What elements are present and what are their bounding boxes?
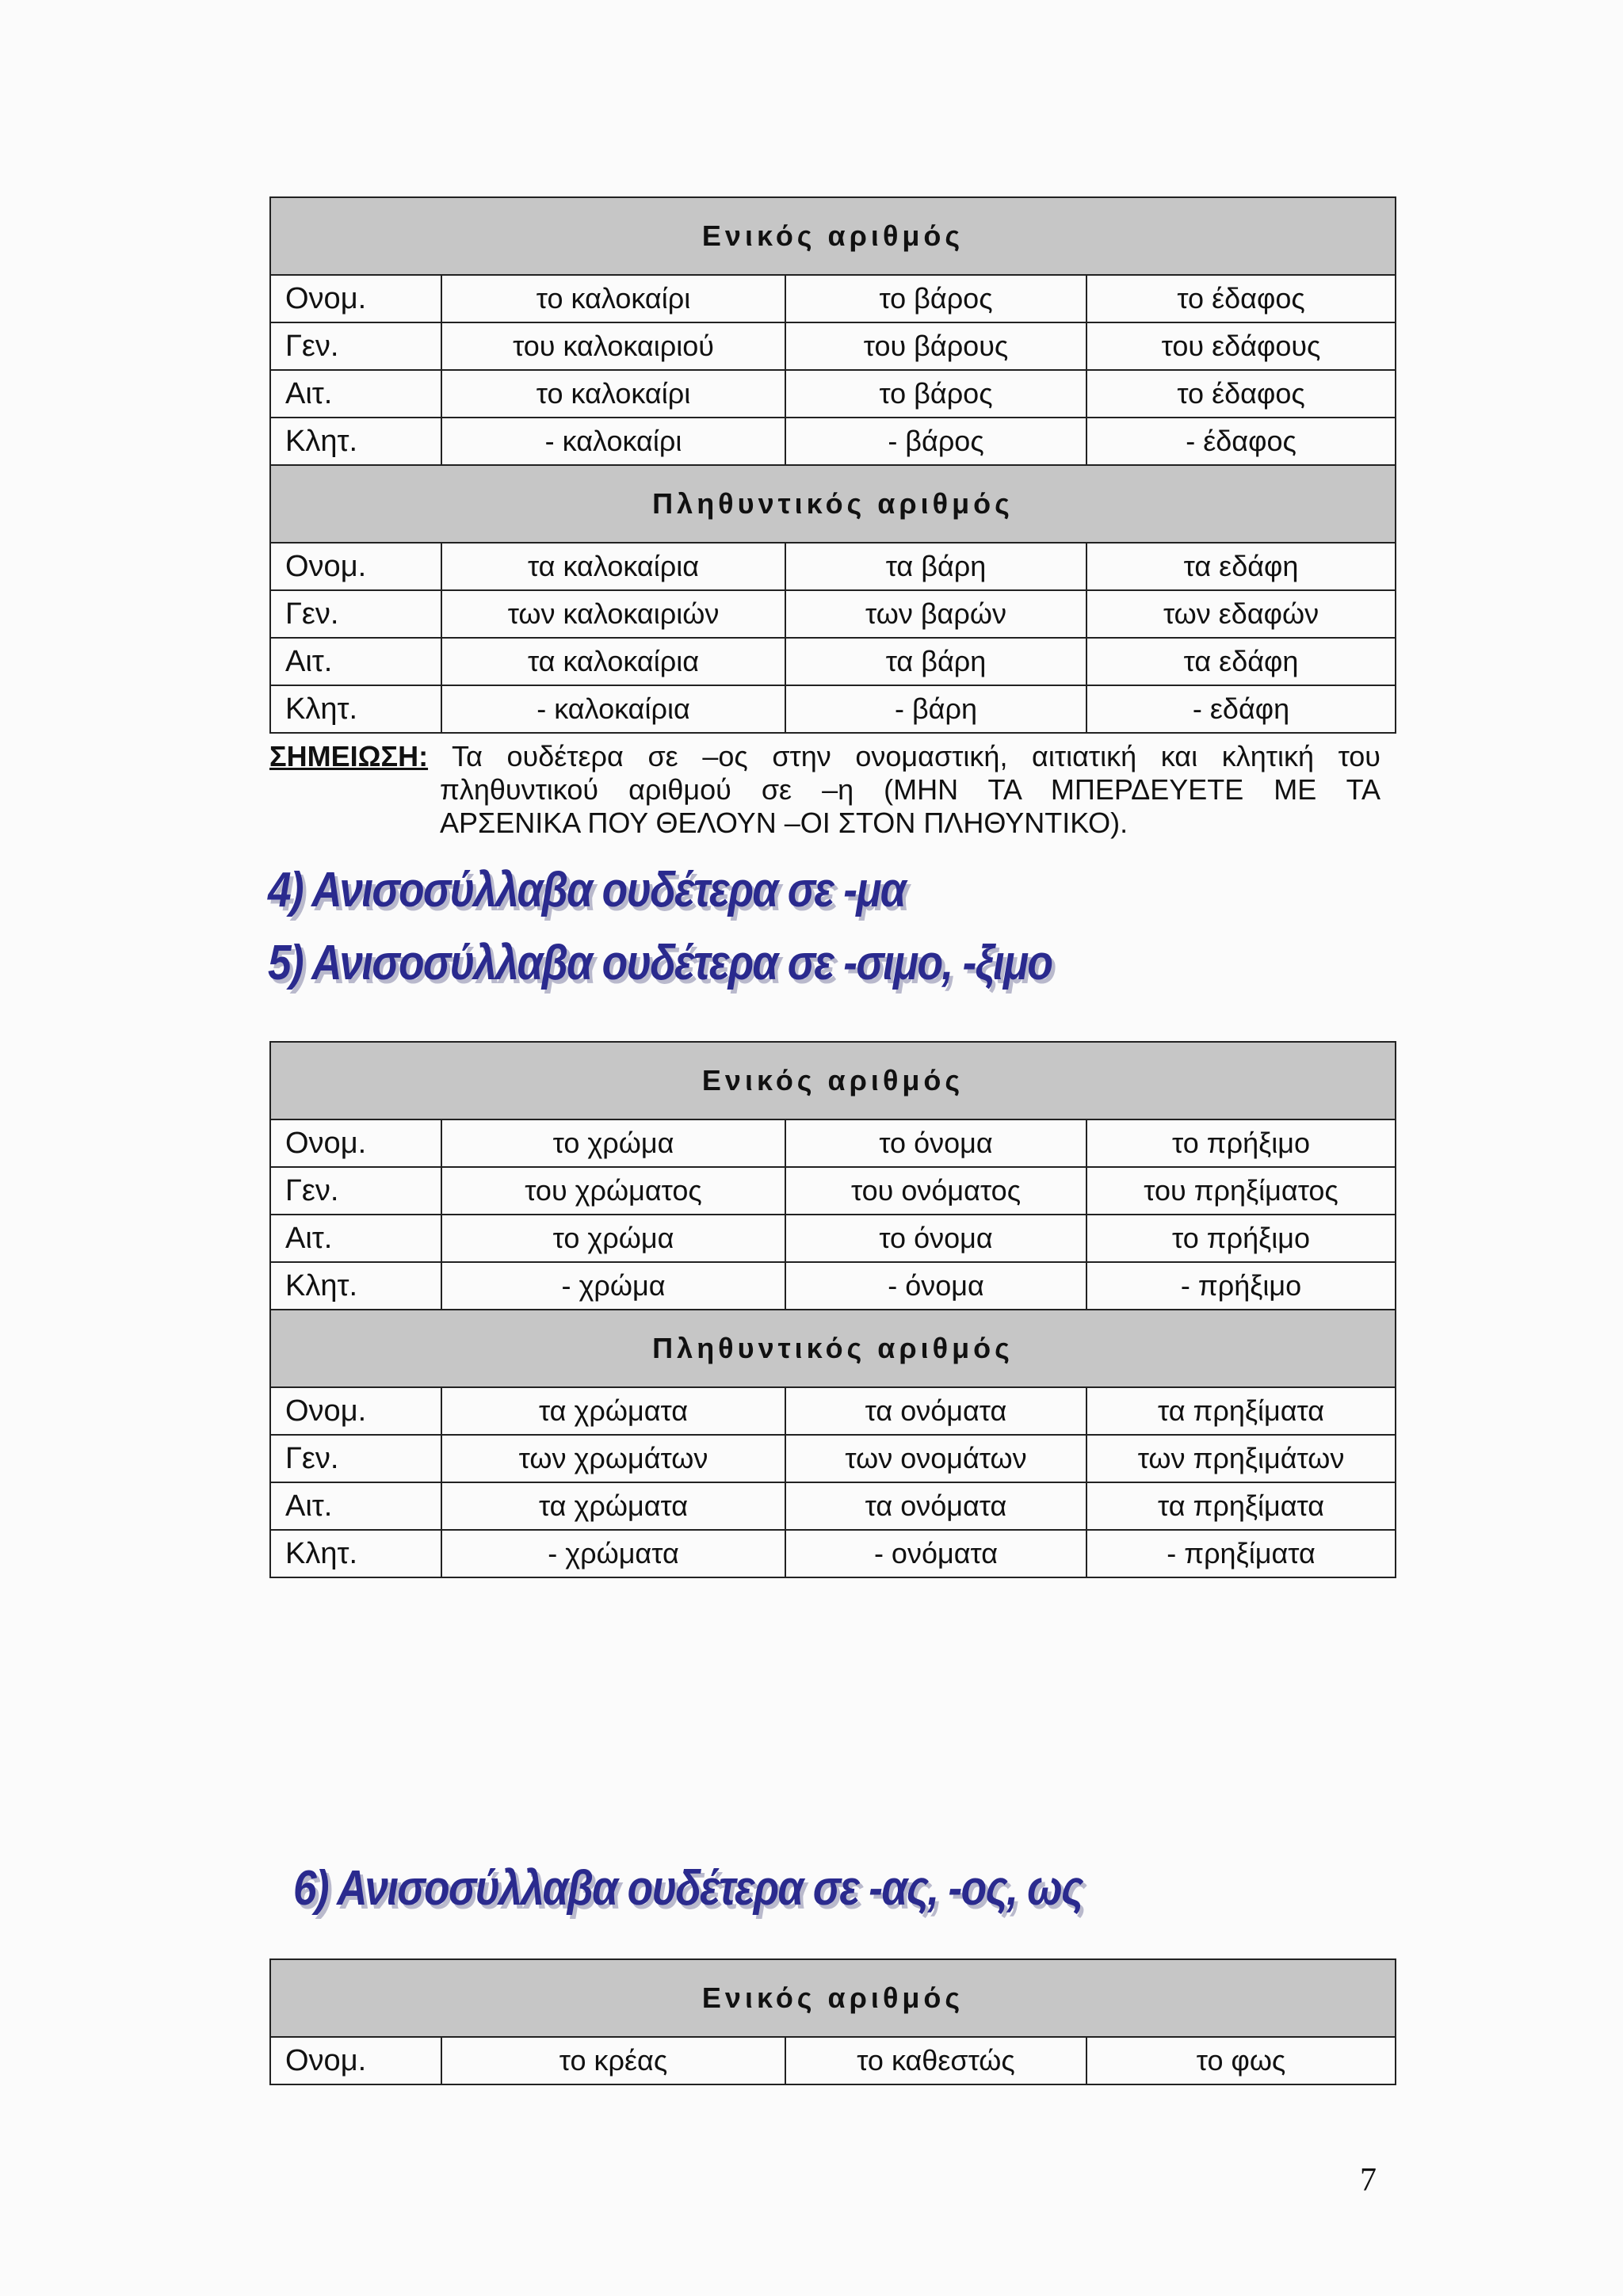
- table-cell: τα καλοκαίρια: [441, 543, 785, 590]
- table-cell: τα χρώματα: [441, 1387, 785, 1435]
- table-cell: τα καλοκαίρια: [441, 638, 785, 685]
- declension-table-2: [269, 1041, 1396, 1578]
- case-label: Αιτ.: [270, 1215, 441, 1262]
- case-label: Ονομ.: [270, 1387, 441, 1435]
- table-cell: - πρηξίματα: [1086, 1530, 1396, 1577]
- table-cell: τα πρηξίματα: [1086, 1482, 1396, 1530]
- case-label: Γεν.: [270, 590, 441, 638]
- case-label: Γεν.: [270, 322, 441, 370]
- table-cell: των καλοκαιριών: [441, 590, 785, 638]
- table-cell: το βάρος: [785, 275, 1086, 322]
- table-cell: τα χρώματα: [441, 1482, 785, 1530]
- table-row: [270, 370, 1396, 418]
- case-label: Γεν.: [270, 1167, 441, 1215]
- table-cell: τα πρηξίματα: [1086, 1387, 1396, 1435]
- case-label: Ονομ.: [270, 1119, 441, 1167]
- case-label: Γεν.: [270, 1435, 441, 1482]
- table-cell: - εδάφη: [1086, 685, 1396, 733]
- singular-body: [270, 197, 1396, 465]
- singular-header: Ενικός αριθμός: [270, 1042, 1396, 1119]
- table-cell: τα βάρη: [785, 543, 1086, 590]
- table-row: [270, 2037, 1396, 2084]
- heading-6: 6) Ανισοσύλλαβα ουδέτερα σε -ας, -ος, ως: [293, 1861, 1083, 1916]
- singular-header: Ενικός αριθμός: [270, 1959, 1396, 2037]
- table-cell: του εδάφους: [1086, 322, 1396, 370]
- table-row: [270, 1119, 1396, 1167]
- table-cell: - ονόματα: [785, 1530, 1086, 1577]
- table-cell: το καθεστώς: [785, 2037, 1086, 2084]
- table-cell: - καλοκαίρια: [441, 685, 785, 733]
- grammar-note: [269, 740, 1381, 840]
- table-row: [270, 1167, 1396, 1215]
- declension-table-3: [269, 1958, 1396, 2085]
- table-cell: - καλοκαίρι: [441, 418, 785, 465]
- plural-body: [270, 465, 1396, 733]
- table-row: [270, 1482, 1396, 1530]
- table-cell: το πρήξιμο: [1086, 1119, 1396, 1167]
- heading-5: 5) Ανισοσύλλαβα ουδέτερα σε -σιμο, -ξιμο: [268, 936, 1052, 990]
- table-cell: - όνομα: [785, 1262, 1086, 1310]
- case-label: Αιτ.: [270, 638, 441, 685]
- note-line-2: πληθυντικού αριθμού σε –η (ΜΗΝ ΤΑ ΜΠΕΡΔΕΥΕΤΕ ΜΕ ΤΑ: [440, 773, 1381, 806]
- heading-4: 4) Ανισοσύλλαβα ουδέτερα σε -μα: [268, 863, 906, 917]
- table-row: [270, 590, 1396, 638]
- case-label: Ονομ.: [270, 275, 441, 322]
- table-row: [270, 1387, 1396, 1435]
- note-line-1: [269, 740, 1381, 773]
- table-cell: το φως: [1086, 2037, 1396, 2084]
- table-cell: το όνομα: [785, 1215, 1086, 1262]
- table-row: [270, 418, 1396, 465]
- table-row: [270, 1262, 1396, 1310]
- table-row: [270, 322, 1396, 370]
- case-label: Κλητ.: [270, 418, 441, 465]
- note-line-3: ΑΡΣΕΝΙΚΑ ΠΟΥ ΘΕΛΟΥΝ –ΟΙ ΣΤΟΝ ΠΛΗΘΥΝΤΙΚΟ).: [440, 807, 1128, 839]
- case-label: Αιτ.: [270, 370, 441, 418]
- table-row: [270, 1435, 1396, 1482]
- table-cell: τα ονόματα: [785, 1387, 1086, 1435]
- table-cell: το έδαφος: [1086, 370, 1396, 418]
- note-label: ΣΗΜΕΙΩΣΗ:: [269, 740, 429, 772]
- table-cell: το έδαφος: [1086, 275, 1396, 322]
- case-label: Αιτ.: [270, 1482, 441, 1530]
- table-cell: - βάρος: [785, 418, 1086, 465]
- table-cell: - πρήξιμο: [1086, 1262, 1396, 1310]
- table-cell: το καλοκαίρι: [441, 370, 785, 418]
- table-row: [270, 1530, 1396, 1577]
- table-cell: των εδαφών: [1086, 590, 1396, 638]
- table-cell: των πρηξιμάτων: [1086, 1435, 1396, 1482]
- table-cell: - χρώμα: [441, 1262, 785, 1310]
- table-cell: το κρέας: [441, 2037, 785, 2084]
- table-row: [270, 1215, 1396, 1262]
- table-cell: του καλοκαιριού: [441, 322, 785, 370]
- note-continuation: [269, 773, 1381, 840]
- table-cell: το βάρος: [785, 370, 1086, 418]
- table-cell: το όνομα: [785, 1119, 1086, 1167]
- plural-header: Πληθυντικός αριθμός: [270, 1310, 1396, 1387]
- table-cell: τα εδάφη: [1086, 638, 1396, 685]
- table-cell: των βαρών: [785, 590, 1086, 638]
- page-number: 7: [1360, 2162, 1377, 2199]
- plural-body: [270, 1310, 1396, 1577]
- case-label: Κλητ.: [270, 1262, 441, 1310]
- table-cell: το χρώμα: [441, 1119, 785, 1167]
- plural-header: Πληθυντικός αριθμός: [270, 465, 1396, 543]
- note-text-1: Τα ουδέτερα σε –ος στην ονομαστική, αιτιατική και κλητική του: [452, 740, 1381, 772]
- case-label: Κλητ.: [270, 1530, 441, 1577]
- table-cell: - χρώματα: [441, 1530, 785, 1577]
- singular-body: [270, 1959, 1396, 2084]
- declension-table-1: [269, 196, 1396, 734]
- singular-body: [270, 1042, 1396, 1310]
- table-cell: το χρώμα: [441, 1215, 785, 1262]
- table-cell: τα βάρη: [785, 638, 1086, 685]
- table-cell: του βάρους: [785, 322, 1086, 370]
- table-cell: τα ονόματα: [785, 1482, 1086, 1530]
- singular-header: Ενικός αριθμός: [270, 197, 1396, 275]
- table-row: [270, 543, 1396, 590]
- table-row: [270, 275, 1396, 322]
- table-cell: το πρήξιμο: [1086, 1215, 1396, 1262]
- table-cell: των ονομάτων: [785, 1435, 1086, 1482]
- table-row: [270, 685, 1396, 733]
- table-cell: τα εδάφη: [1086, 543, 1396, 590]
- case-label: Ονομ.: [270, 543, 441, 590]
- table-cell: του πρηξίματος: [1086, 1167, 1396, 1215]
- case-label: Ονομ.: [270, 2037, 441, 2084]
- table-cell: - έδαφος: [1086, 418, 1396, 465]
- table-cell: του χρώματος: [441, 1167, 785, 1215]
- table-row: [270, 638, 1396, 685]
- table-cell: - βάρη: [785, 685, 1086, 733]
- table-cell: των χρωμάτων: [441, 1435, 785, 1482]
- table-cell: το καλοκαίρι: [441, 275, 785, 322]
- case-label: Κλητ.: [270, 685, 441, 733]
- table-cell: του ονόματος: [785, 1167, 1086, 1215]
